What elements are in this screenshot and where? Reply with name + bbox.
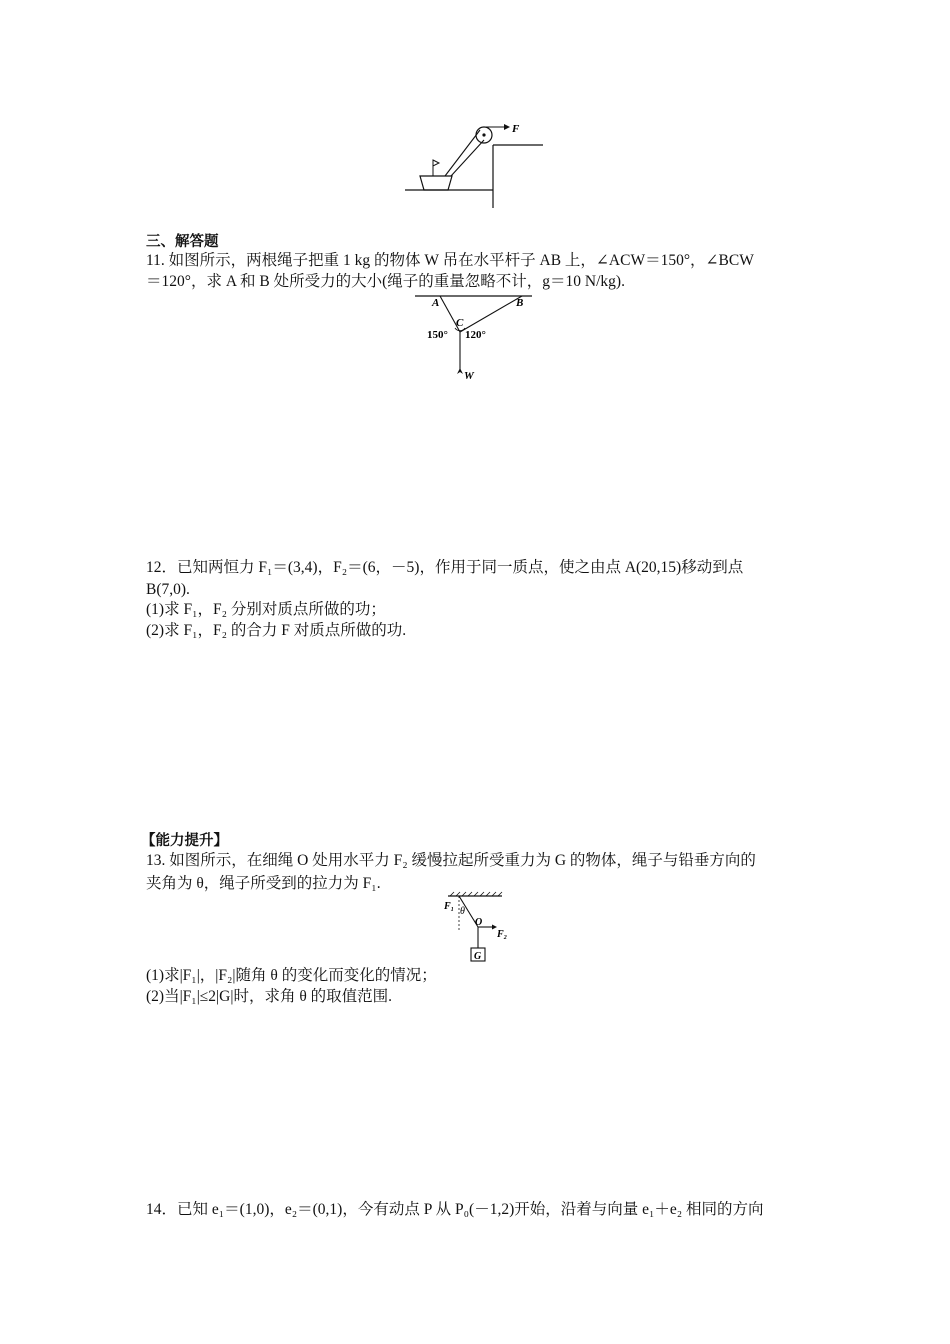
q12-line-1: 12．已知两恒力 F₁＝(3,4)，F₂＝(6，－5)，作用于同一质点，使之由点 A(20,15)移动到点 — [146, 559, 744, 576]
q13-line-1: 13. 如图所示，在细绳 O 处用水平力 F₂ 缓慢拉起所受重力为 G 的物体，绳子与铅垂方向的 — [146, 852, 756, 869]
boat-pulley-figure — [400, 118, 560, 213]
point-b-label: B — [516, 297, 524, 309]
point-a-label: A — [432, 297, 440, 309]
hanging-weight-figure — [410, 290, 540, 385]
weight-w-label: W — [464, 370, 474, 382]
force-f-label: F — [512, 123, 520, 135]
q12-part-2: (2)求 F₁，F₂ 的合力 F 对质点所做的功. — [146, 622, 407, 639]
angle-150-label: 150° — [427, 329, 448, 341]
q12-line-2: B(7,0). — [146, 581, 190, 598]
weight-g-label: G — [474, 951, 482, 962]
q13-part-2: (2)当|F₁|≤2|G|时，求角 θ 的取值范围. — [146, 988, 393, 1005]
q14-line-1: 14．已知 e₁＝(1,0)，e₂＝(0,1)，今有动点 P 从 P₀(－1,2)开始，沿着与向量 e₁＋e₂ 相同的方向 — [146, 1201, 764, 1218]
force-f2-label: F₂ — [497, 929, 508, 940]
rope-force-figure — [440, 890, 520, 965]
point-c-label: C — [456, 317, 464, 329]
q13-line-2: 夹角为 θ，绳子所受到的拉力为 F₁. — [146, 875, 381, 892]
point-o-label: O — [475, 917, 483, 928]
q11-line-2: ＝120°，求 A 和 B 处所受力的大小(绳子的重量忽略不计，g＝10 N/kg). — [146, 273, 625, 290]
section-heading-answer-questions: 三、解答题 — [146, 234, 219, 250]
q13-part-1: (1)求|F₁|，|F₂|随角 θ 的变化而变化的情况； — [146, 967, 437, 984]
force-f1-label: F₁ — [444, 901, 455, 912]
angle-120-label: 120° — [465, 329, 486, 341]
angle-theta-label: θ — [460, 906, 465, 917]
q11-line-1: 11. 如图所示，两根绳子把重 1 kg 的物体 W 吊在水平杆子 AB 上，∠ACW＝150°，∠BCW — [146, 252, 754, 269]
section-heading-ability: 【能力提升】 — [141, 833, 228, 849]
q12-part-1: (1)求 F₁，F₂ 分别对质点所做的功； — [146, 601, 386, 618]
